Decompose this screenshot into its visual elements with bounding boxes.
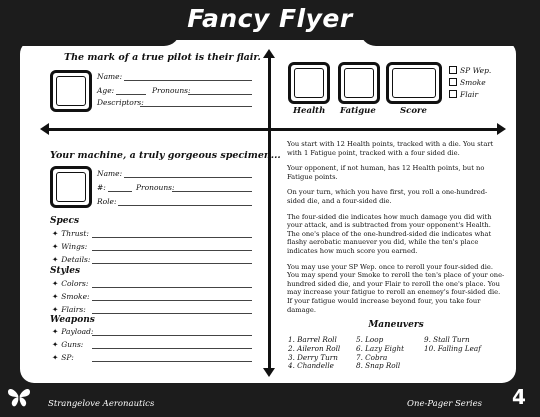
maneuver-item: 5. Loop (356, 335, 384, 344)
fatigue-box[interactable] (338, 62, 380, 104)
weapons-heading: Weapons (50, 315, 95, 325)
butterfly-logo-icon (6, 384, 32, 410)
machine-name-field[interactable] (124, 177, 252, 178)
style-smoke-label: ✦ Smoke: (52, 292, 90, 301)
maneuver-item: 10. Falling Leaf (424, 343, 481, 353)
rules-paragraph: You start with 12 Health points, tracked with a die. You start with 1 Fatigue point, tracked with a four sided die. (287, 140, 494, 157)
vertical-divider (268, 55, 271, 371)
pilot-pronouns-label: Pronouns: (152, 86, 191, 95)
style-flairs-label: ✦ Flairs: (52, 305, 86, 314)
arrow-right-icon (497, 123, 506, 135)
maneuver-item: 2. Aileron Roll (288, 343, 341, 353)
sparkle-bullet-icon: ✦ (52, 255, 59, 264)
health-box[interactable] (288, 62, 330, 104)
arrow-left-icon (40, 123, 49, 135)
spec-thrust-field[interactable] (92, 237, 252, 238)
spec-thrust-label: ✦ Thrust: (52, 229, 89, 238)
sp-wep-checkbox[interactable] (449, 66, 491, 75)
machine-pronouns-field[interactable] (172, 191, 252, 192)
spec-wings-label: ✦ Wings: (52, 242, 88, 251)
horizontal-divider (48, 128, 498, 131)
maneuvers-heading: Maneuvers (368, 320, 424, 330)
style-colors-label: ✦ Colors: (52, 279, 89, 288)
fatigue-label: Fatigue (340, 106, 376, 116)
style-smoke-field[interactable] (92, 300, 252, 301)
pilot-descriptors-label: Descriptors: (97, 98, 144, 107)
maneuver-item: 8. Snap Roll (356, 361, 401, 371)
sparkle-bullet-icon: ✦ (52, 327, 59, 336)
pilot-descriptors-field[interactable] (140, 106, 252, 107)
checkbox-square-icon (449, 66, 457, 74)
sparkle-bullet-icon: ✦ (52, 242, 59, 251)
series-name: One-Pager Series (407, 399, 483, 409)
maneuver-item: 9. Stall Turn (424, 335, 470, 344)
maneuvers-column-3 (424, 336, 481, 354)
specs-heading: Specs (50, 216, 80, 226)
rules-text (287, 140, 505, 321)
flair-checkbox[interactable] (449, 90, 478, 99)
page-title: Fancy Flyer (187, 4, 353, 33)
sparkle-bullet-icon: ✦ (52, 340, 59, 349)
styles-heading: Styles (50, 266, 81, 276)
weapon-payload-field[interactable] (92, 335, 252, 336)
rules-paragraph: The four-sided die indicates how much damage you did with your attack, and is subtracted from your opponent's Health. The one's place of the one-hundred-sided die indicates what flashy aerobatic manuever you did, while the ten's place indicates how much score you earned. (287, 212, 492, 255)
checkbox-square-icon (449, 78, 457, 86)
rules-paragraph: On your turn, which you have first, you roll a one-hundred-sided die, and a four-sided die. (287, 188, 488, 205)
sparkle-bullet-icon: ✦ (52, 279, 59, 288)
page-number: 4 (512, 385, 526, 409)
flair-label: Flair (460, 90, 479, 99)
machine-role-field[interactable] (118, 205, 252, 206)
score-box[interactable] (386, 62, 442, 104)
pilot-age-field[interactable] (116, 94, 146, 95)
machine-name-label: Name: (97, 169, 123, 178)
style-colors-field[interactable] (92, 287, 252, 288)
maneuvers-column-1 (288, 336, 340, 371)
publisher-name: Strangelove Aeronautics (48, 399, 155, 409)
machine-role-label: Role: (97, 197, 117, 206)
sparkle-bullet-icon: ✦ (52, 292, 59, 301)
machine-portrait-frame (50, 166, 92, 208)
weapon-sp-label: ✦ SP: (52, 353, 74, 362)
arrow-up-icon (263, 49, 275, 58)
maneuver-item: 7. Cobra (356, 352, 388, 362)
pilot-portrait-frame (50, 70, 92, 112)
machine-heading: Your machine, a truly gorgeous specimen... (50, 150, 281, 161)
maneuver-item: 6. Lazy Eight (356, 343, 404, 353)
sparkle-bullet-icon: ✦ (52, 229, 59, 238)
sheet-tab-left (20, 26, 180, 46)
sheet-tab-right (360, 26, 516, 46)
smoke-checkbox[interactable] (449, 78, 486, 87)
pilot-pronouns-field[interactable] (188, 94, 252, 95)
style-flairs-field[interactable] (92, 313, 252, 314)
spec-details-field[interactable] (92, 263, 252, 264)
pilot-name-field[interactable] (124, 80, 252, 81)
machine-number-field[interactable] (108, 191, 132, 192)
machine-pronouns-label: Pronouns: (136, 183, 175, 192)
rules-paragraph: You may use your SP Wep. once to reroll your four-sided die. You may spend your Smoke to reroll the ten's place of your one-hundred sided die, and your Flair to reroll the one's place. You may increase your fatigue to reroll an enemey's four-sided die. If your fatigue would increase beyond four, you take four damage. (287, 262, 505, 314)
weapon-sp-field[interactable] (92, 361, 252, 362)
maneuver-item: 1. Barrel Roll (288, 335, 337, 344)
spec-details-label: ✦ Details: (52, 255, 91, 264)
score-label: Score (400, 106, 427, 116)
maneuver-item: 4. Chandelle (288, 361, 334, 371)
smoke-label: Smoke (460, 78, 486, 87)
weapon-guns-field[interactable] (92, 348, 252, 349)
rules-paragraph: Your opponent, if not human, has 12 Health points, but no Fatigue points. (287, 164, 485, 181)
arrow-down-icon (263, 368, 275, 377)
health-label: Health (293, 106, 326, 116)
weapon-guns-label: ✦ Guns: (52, 340, 84, 349)
sp-wep-label: SP Wep. (460, 66, 492, 75)
pilot-name-label: Name: (97, 72, 123, 81)
weapon-payload-label: ✦ Payload: (52, 327, 94, 336)
maneuver-item: 3. Derry Turn (288, 352, 338, 362)
checkbox-square-icon (449, 90, 457, 98)
maneuvers-column-2 (356, 336, 404, 371)
machine-number-label: #: (97, 183, 106, 192)
pilot-age-label: Age: (97, 86, 115, 95)
pilot-heading: The mark of a true pilot is their flair. (64, 52, 261, 63)
sparkle-bullet-icon: ✦ (52, 353, 59, 362)
spec-wings-field[interactable] (92, 250, 252, 251)
sparkle-bullet-icon: ✦ (52, 305, 59, 314)
